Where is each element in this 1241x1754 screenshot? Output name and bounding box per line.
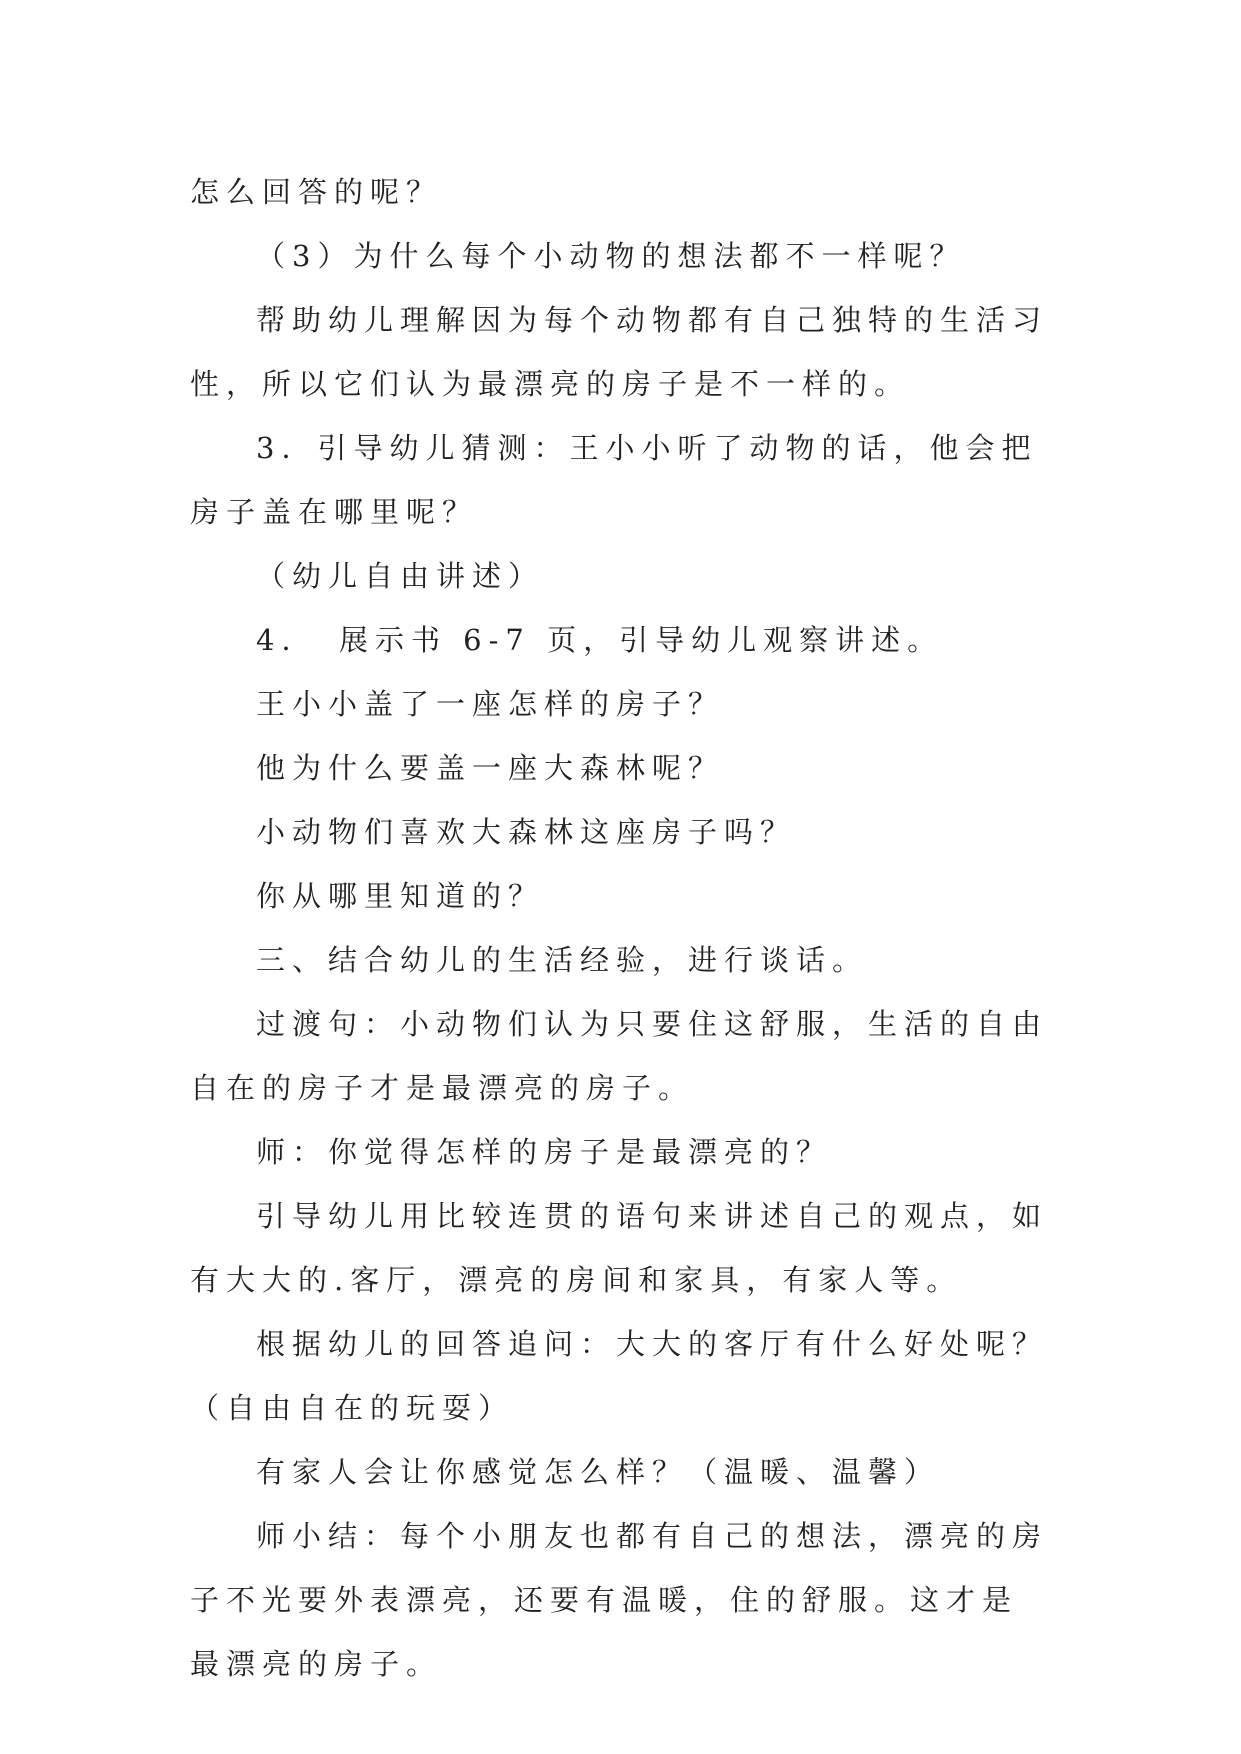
paragraph: 4． 展示书 6-7 页，引导幼儿观察讲述。 bbox=[256, 623, 944, 657]
paragraph: 他为什么要盖一座大森林呢？ bbox=[256, 751, 725, 785]
paragraph: 3．引导幼儿猜测：王小小听了动物的话，他会把房子盖在哪里呢？ bbox=[190, 431, 1038, 529]
paragraph: 王小小盖了一座怎样的房子？ bbox=[256, 687, 725, 721]
paragraph: 根据幼儿的回答追问：大大的客厅有什么好处呢？（自由自在的玩耍） bbox=[190, 1327, 1049, 1425]
paragraph: 怎么回答的呢？ bbox=[190, 175, 443, 209]
paragraph: （3）为什么每个小动物的想法都不一样呢？ bbox=[256, 239, 966, 273]
paragraph: 帮助幼儿理解因为每个动物都有自己独特的生活习性，所以它们认为最漂亮的房子是不一样的。 bbox=[190, 303, 1049, 401]
paragraph: 有家人会让你感觉怎么样？（温暖、温馨） bbox=[256, 1455, 941, 1489]
document-page bbox=[190, 160, 1050, 1696]
paragraph: （幼儿自由讲述） bbox=[256, 559, 545, 593]
section-heading: 三、结合幼儿的生活经验，进行谈话。 bbox=[256, 943, 869, 977]
paragraph: 师：你觉得怎样的房子是最漂亮的？ bbox=[256, 1135, 833, 1169]
paragraph: 引导幼儿用比较连贯的语句来讲述自己的观点，如有大大的.客厅，漂亮的房间和家具，有家人等。 bbox=[190, 1199, 1049, 1297]
paragraph: 小动物们喜欢大森林这座房子吗？ bbox=[256, 815, 797, 849]
paragraph: 过渡句：小动物们认为只要住这舒服，生活的自由自在的房子才是最漂亮的房子。 bbox=[190, 1007, 1049, 1105]
paragraph: 师小结：每个小朋友也都有自己的想法，漂亮的房子不光要外表漂亮，还要有温暖，住的舒服。这才是最漂亮的房子。 bbox=[190, 1519, 1049, 1681]
paragraph: 你从哪里知道的？ bbox=[256, 879, 545, 913]
